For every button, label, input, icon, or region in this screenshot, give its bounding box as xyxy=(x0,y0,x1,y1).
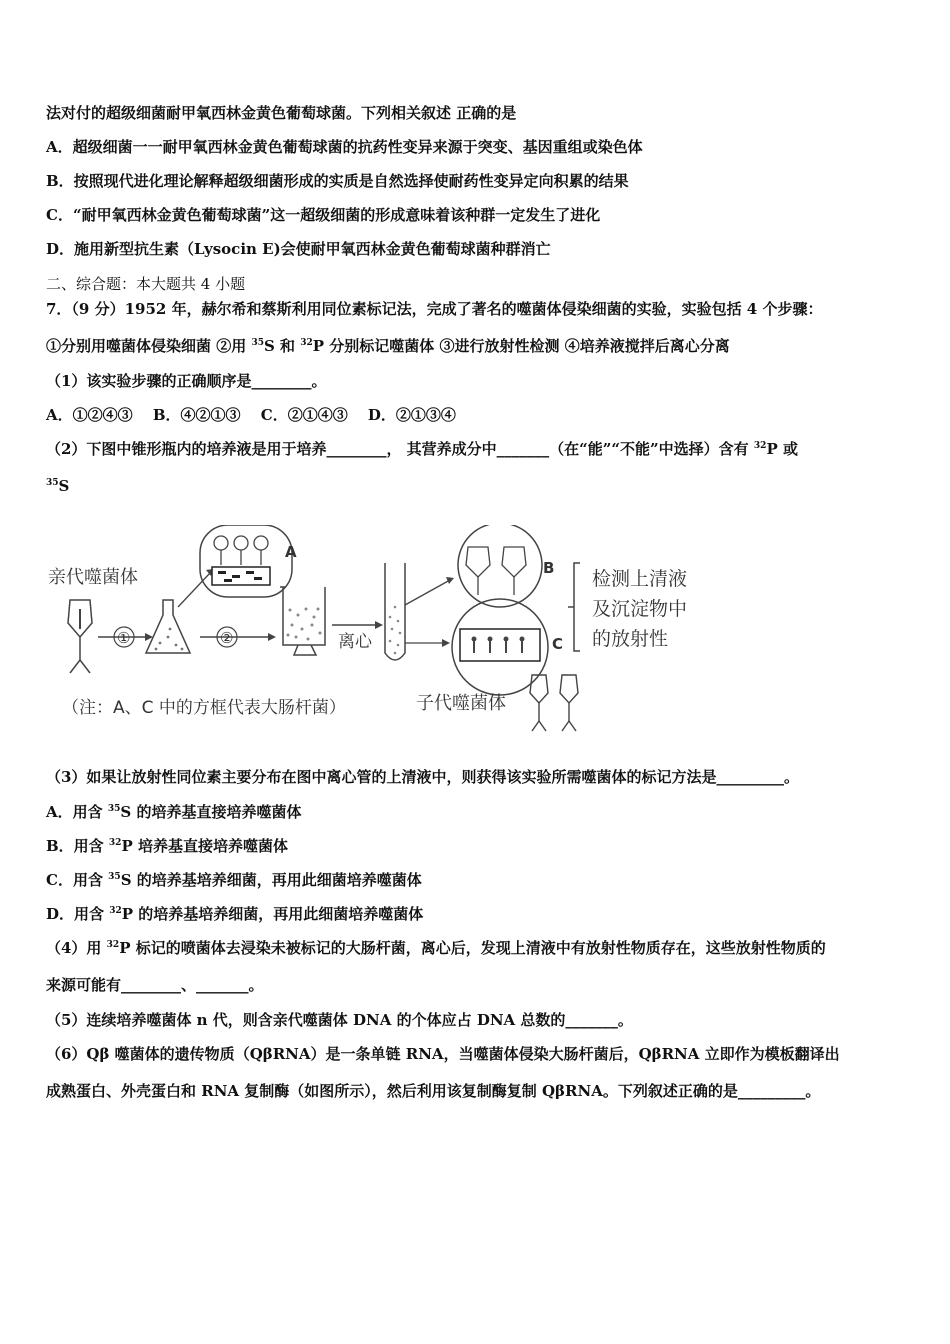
detect-line-3: 的放射性 xyxy=(592,628,669,650)
sub-question-1-options: A．①②④③ B．④②①③ C．②①④③ D．②①③④ xyxy=(46,406,456,424)
box-a xyxy=(200,525,292,597)
section-heading: 二、综合题：本大题共 4 小题 xyxy=(46,275,246,293)
sub-question-2-cont: $^{35}$S xyxy=(46,477,70,495)
offspring-phage-icon xyxy=(530,675,578,731)
test-tube-icon xyxy=(385,563,405,660)
circle-c xyxy=(452,599,548,695)
circle-b xyxy=(458,525,542,607)
step-1-label: ① xyxy=(117,629,131,647)
option-b: B．按照现代进化理论解释超级细菌形成的实质是自然选择使耐药性变异定向积累的结果 xyxy=(46,172,629,190)
sub-question-3-option-c: C．用含 $^{35}$S 的培养基培养细菌，再用此细菌培养噬菌体 xyxy=(46,871,422,889)
step-2-label: ② xyxy=(220,629,234,647)
question-7-steps: ①分别用噬菌体侵染细菌 ②用 $^{35}$S 和 $^{32}$P 分别标记噬菌体 ③进行放射性检测 ④培养液搅拌后离心分离 xyxy=(46,337,730,355)
text-line: 法对付的超级细菌耐甲氧西林金黄色葡萄球菌。下列相关叙述 正确的是 xyxy=(46,104,517,122)
bracket xyxy=(568,563,580,651)
label-c: C xyxy=(552,635,564,653)
detect-line-1: 检测上清液 xyxy=(592,568,688,590)
flask-icon xyxy=(146,600,190,653)
sub-question-4: （4）用 $^{32}$P 标记的喷菌体去浸染未被标记的大肠杆菌，离心后，发现上清液中有放射性物质存在，这些放射性物质的 xyxy=(46,939,826,957)
parent-phage-label: 亲代噬菌体 xyxy=(48,567,138,588)
sub-question-1: （1）该实验步骤的正确顺序是________。 xyxy=(46,372,327,390)
option-c: C．“耐甲氧西林金黄色葡萄球菌”这一超级细菌的形成意味着该种群一定发生了进化 xyxy=(46,206,601,224)
sub-question-3-option-b: B．用含 $^{32}$P 培养基直接培养噬菌体 xyxy=(46,837,288,855)
figure-note: （注：A、C 中的方框代表大肠杆菌） xyxy=(62,698,346,718)
beaker-icon xyxy=(280,587,325,655)
label-b: B xyxy=(543,559,555,577)
sub-question-6-cont: 成熟蛋白、外壳蛋白和 RNA 复制酶（如图所示），然后利用该复制酶复制 QβRNA。下列叙述正确的是_________。 xyxy=(46,1082,821,1100)
sub-question-4-cont: 来源可能有________、_______。 xyxy=(46,976,264,994)
arrow-to-a xyxy=(178,573,210,607)
centrifuge-label: 离心 xyxy=(338,632,372,652)
sub-question-5: （5）连续培养噬菌体 n 代，则含亲代噬菌体 DNA 的个体应占 DNA 总数的_______。 xyxy=(46,1011,633,1029)
sub-question-3: （3）如果让放射性同位素主要分布在图中离心管的上清液中，则获得该实验所需噬菌体的标记方法是_________。 xyxy=(46,768,799,786)
question-7-stem: 7．（9 分）1952 年，赫尔希和蔡斯利用同位素标记法，完成了著名的噬菌体侵染细菌的实验，实验包括 4 个步骤： xyxy=(46,300,823,318)
detect-line-2: 及沉淀物中 xyxy=(592,598,688,620)
parent-phage-icon xyxy=(68,600,92,673)
box-c xyxy=(460,629,540,661)
sub-question-3-option-a: A．用含 $^{35}$S 的培养基直接培养噬菌体 xyxy=(46,803,302,821)
offspring-label: 子代噬菌体 xyxy=(416,693,506,714)
arrow-to-b xyxy=(405,580,450,605)
label-a: A xyxy=(285,543,297,561)
sub-question-2: （2）下图中锥形瓶内的培养液是用于培养________， 其营养成分中_______（在“能”“不能”中选择）含有 $^{32}$P 或 xyxy=(46,440,798,458)
option-d: D．施用新型抗生素（Lysocin E)会使耐甲氧西林金黄色葡萄球菌种群消亡 xyxy=(46,240,551,258)
sub-question-3-option-d: D．用含 $^{32}$P 的培养基培养细菌，再用此细菌培养噬菌体 xyxy=(46,905,424,923)
option-a: A．超级细菌一一耐甲氧西林金黄色葡萄球菌的抗药性变异来源于突变、基因重组或染色体 xyxy=(46,138,643,156)
experiment-diagram xyxy=(40,525,910,740)
sub-question-6: （6）Qβ 噬菌体的遗传物质（QβRNA）是一条单链 RNA，当噬菌体侵染大肠杆菌后，QβRNA 立即作为模板翻译出 xyxy=(46,1045,840,1063)
